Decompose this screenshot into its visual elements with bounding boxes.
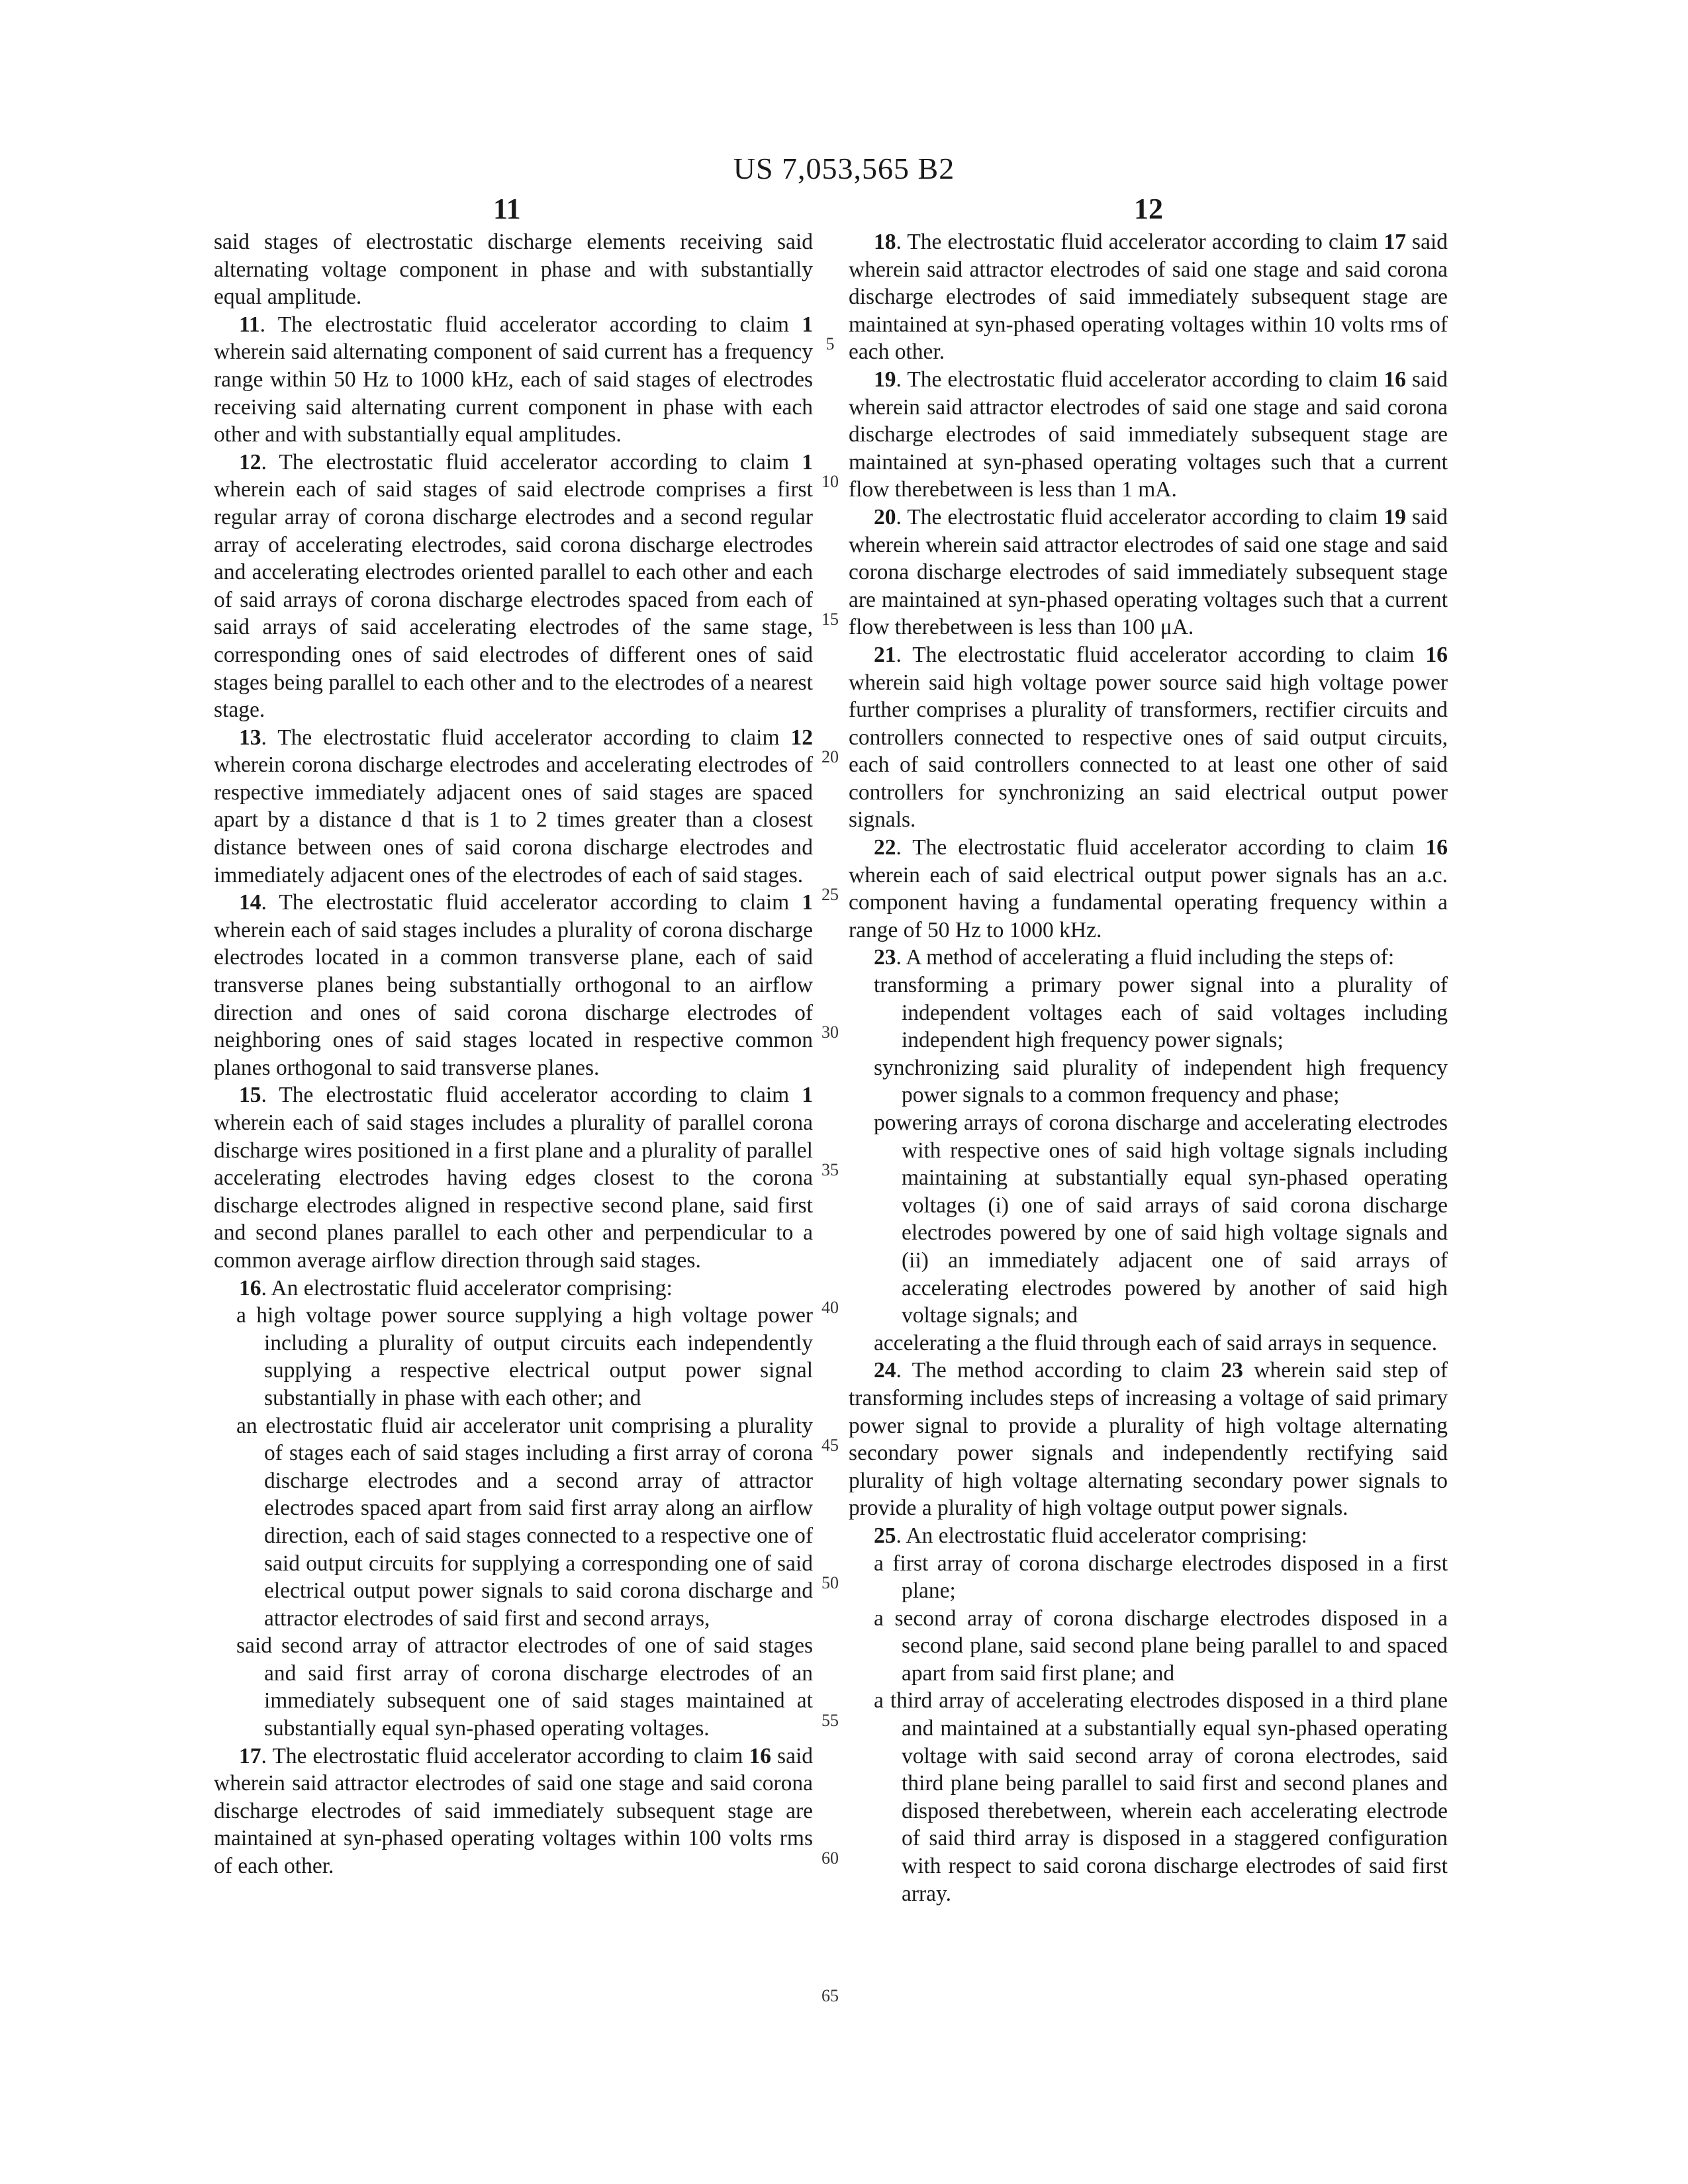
claim-number: 11 (239, 312, 260, 337)
claim-text: . An electrostatic fluid accelerator comprising: (261, 1275, 673, 1300)
claim-text: wherein corona discharge electrodes and accelerating electrodes of respective immediately adjacent ones of said stages are spaced apart by a distance d that is 1 to 2 times greater than a closest distance between ones of said corona discharge electrodes and immediately adjacent ones of the electrodes of each of said stages. (214, 752, 813, 887)
claim-text: . The electrostatic fluid accelerator according to claim (896, 642, 1426, 667)
claim-number: 23 (874, 945, 896, 970)
claim-reference: 16 (1425, 835, 1448, 860)
claim-23 (849, 944, 1448, 972)
claim-reference: 1 (802, 312, 813, 337)
claim-reference: 16 (1425, 642, 1448, 667)
claim-number: 17 (239, 1743, 261, 1768)
line-number: 30 (821, 1023, 839, 1042)
claim-reference: 1 (802, 890, 813, 915)
line-number: 15 (821, 610, 839, 629)
claim-text: . The electrostatic fluid accelerator according to claim (261, 1743, 749, 1768)
claim-10-continuation: said stages of electrostatic discharge elements receiving said alternating voltage component in phase and with substantially equal amplitude. (214, 230, 813, 310)
claim-reference: 17 (1383, 230, 1406, 254)
claim-23-step: powering arrays of corona discharge and accelerating electrodes with respective ones of said high voltage signals including maintaining at substantially equal syn-phased operating voltages (i) one of said arrays of said corona discharge electrodes powered by one of said high voltage signals and (ii) an immediately adjacent one of said arrays of accelerating electrodes powered by another of said high voltage signals; and (874, 1111, 1448, 1328)
claim-number: 22 (874, 835, 896, 860)
claim-number: 25 (874, 1523, 896, 1548)
claim-25-element: a second array of corona discharge electrodes disposed in a second plane, said second plane being parallel to and spaced apart from said first plane; and (874, 1606, 1448, 1686)
claim-reference: 1 (802, 1083, 813, 1108)
line-number: 60 (821, 1848, 839, 1868)
line-number: 10 (821, 472, 839, 491)
claim-reference: 16 (749, 1743, 771, 1768)
claim-25-element: a first array of corona discharge electrodes disposed in a first plane; (874, 1551, 1448, 1604)
claim-text: said wherein said attractor electrodes of said one stage and said corona discharge electrodes of said immediately subsequent stage are maintained at syn-phased operating voltages within 10 volts rms of each other. (849, 230, 1448, 365)
claim-23-step: transforming a primary power signal into a plurality of independent voltages each of said voltages including independent high frequency power signals; (874, 973, 1448, 1053)
claim-text: . The electrostatic fluid accelerator according to claim (261, 1083, 802, 1108)
claim-number: 15 (239, 1083, 261, 1108)
claim-text: . The electrostatic fluid accelerator according to claim (259, 312, 802, 337)
line-number: 50 (821, 1573, 839, 1592)
claim-number: 20 (874, 504, 896, 529)
line-number: 20 (821, 747, 839, 766)
claim-number: 13 (239, 725, 261, 750)
column-number-left: 11 (493, 193, 521, 225)
claim-text: . The electrostatic fluid accelerator according to claim (261, 890, 802, 915)
claim-text: . The electrostatic fluid accelerator according to claim (896, 835, 1426, 860)
line-number: 45 (821, 1435, 839, 1455)
claim-text: . The method according to claim (896, 1358, 1221, 1383)
claim-text: . The electrostatic fluid accelerator according to claim (896, 504, 1384, 529)
claim-18 (849, 228, 1448, 366)
line-number: 55 (821, 1711, 839, 1730)
claim-24 (849, 1357, 1448, 1522)
claim-number: 14 (239, 890, 261, 915)
right-column (849, 228, 1448, 1907)
claim-text: . A method of accelerating a fluid including the steps of: (896, 945, 1395, 970)
claim-25 (849, 1522, 1448, 1550)
claim-25-element: a third array of accelerating electrodes disposed in a third plane and maintained at a substantially equal syn-phased operating voltage with said second array of corona electrodes, said third plane being parallel to said first and second planes and disposed therebetween, wherein each accelerating electrode of said third array is disposed in a staggered configuration with respect to said corona discharge electrodes of said first array. (874, 1688, 1448, 1906)
claim-text: . The electrostatic fluid accelerator according to claim (896, 230, 1384, 254)
claim-text: wherein each of said stages of said electrode comprises a first regular array of corona discharge electrodes and a second regular array of accelerating electrodes, said corona discharge electrodes and accelerating electrodes oriented parallel to each other and each of said arrays of corona discharge electrodes spaced from each of said arrays of said accelerating electrodes of the same stage, corresponding ones of said electrodes of different ones of said stages being parallel to each other and to the electrodes of a nearest stage. (214, 477, 813, 723)
claim-text: . The electrostatic fluid accelerator according to claim (261, 449, 802, 475)
left-column (214, 228, 813, 1880)
claim-text: said wherein wherein said attractor electrodes of said one stage and said corona discharge electrodes of said immediately subsequent stage are maintained at syn-phased operating voltages such that a current flow therebetween is less than 100 μA. (849, 504, 1448, 640)
claim-16 (214, 1275, 813, 1302)
line-number: 5 (825, 334, 835, 353)
claim-reference: 12 (790, 725, 813, 750)
claim-text: wherein said high voltage power source said high voltage power further comprises a plurality of transformers, rectifier circuits and controllers connected to respective ones of said output circuits, each of said controllers connected to at least one other of said controllers for synchronizing an said electrical output power signals. (849, 670, 1448, 833)
claim-text: wherein each of said stages includes a plurality of parallel corona discharge wires positioned in a first plane and a plurality of parallel accelerating electrodes having edges closest to the corona discharge electrodes aligned in respective second plane, said first and second planes parallel to each other and perpendicular to a common average airflow direction through said stages. (214, 1111, 813, 1273)
claim-17 (214, 1743, 813, 1880)
claim-number: 12 (239, 449, 261, 475)
claim-text: said wherein said attractor electrodes of said one stage and said corona discharge electrodes of said immediately subsequent stage are maintained at syn-phased operating voltages within 100 volts rms of each other. (214, 1743, 814, 1879)
claim-text: . An electrostatic fluid accelerator comprising: (896, 1523, 1307, 1548)
claim-16-element: an electrostatic fluid air accelerator unit comprising a plurality of stages each of said stages including a first array of corona discharge electrodes and a second array of attractor electrodes spaced apart from said first array along an airflow direction, each of said stages connected to a respective one of said output circuits for supplying a corresponding one of said electrical output power signals to said corona discharge and attractor electrodes of said first and second arrays, (236, 1413, 813, 1631)
claim-number: 18 (874, 230, 896, 254)
claim-reference: 23 (1221, 1358, 1243, 1383)
claim-23-step: accelerating a the fluid through each of said arrays in sequence. (874, 1330, 1438, 1355)
claim-20 (849, 504, 1448, 641)
claim-reference: 1 (802, 449, 813, 475)
claim-number: 24 (874, 1358, 896, 1383)
claim-text: wherein each of said electrical output power signals has an a.c. component having a fundamental operating frequency within a range of 50 Hz to 1000 kHz. (849, 862, 1448, 942)
claim-12 (214, 449, 813, 724)
claim-13 (214, 724, 813, 889)
claim-number: 16 (239, 1275, 261, 1300)
claim-number: 19 (874, 367, 896, 392)
claim-text: wherein each of said stages includes a plurality of corona discharge electrodes located in a common transverse plane, each of said transverse planes being substantially orthogonal to an airflow direction and ones of said corona discharge electrodes of neighboring ones of said stages located in respective common planes orthogonal to said transverse planes. (214, 917, 813, 1080)
claim-text: wherein said step of transforming includes steps of increasing a voltage of said primary power signal to provide a plurality of high voltage alternating secondary power signals and independently rectifying said plurality of high voltage alternating secondary power signals to provide a plurality of high voltage output power signals. (849, 1358, 1448, 1521)
claim-reference: 19 (1383, 504, 1406, 529)
claim-21 (849, 641, 1448, 834)
claim-22 (849, 834, 1448, 944)
line-number: 25 (821, 885, 839, 904)
claim-11 (214, 311, 813, 449)
claim-19 (849, 366, 1448, 504)
claim-text: said wherein said attractor electrodes of said one stage and said corona discharge electrodes of said immediately subsequent stage are maintained at syn-phased operating voltages such that a current flow therebetween is less than 1 mA. (849, 367, 1448, 502)
column-number-right: 12 (1134, 193, 1163, 225)
claim-reference: 16 (1383, 367, 1406, 392)
claim-text: . The electrostatic fluid accelerator according to claim (896, 367, 1384, 392)
claim-text: wherein said alternating component of said current has a frequency range within 50 Hz to 1000 kHz, each of said stages of electrodes receiving said alternating current component in phase with each other and with substantially equal amplitudes. (214, 340, 813, 447)
claim-16-element: said second array of attractor electrodes of one of said stages and said first array of corona discharge electrodes of an immediately subsequent one of said stages maintained at substantially equal syn-phased operating voltages. (236, 1633, 813, 1741)
line-number: 40 (821, 1298, 839, 1317)
claim-16-element: a high voltage power source supplying a high voltage power including a plurality of output circuits each independently supplying a respective electrical output power signal substantially in phase with each other; and (236, 1303, 813, 1410)
claim-14 (214, 889, 813, 1081)
claim-23-step: synchronizing said plurality of independent high frequency power signals to a common frequency and phase; (874, 1055, 1448, 1108)
claim-15 (214, 1081, 813, 1274)
patent-number: US 7,053,565 B2 (733, 152, 955, 185)
line-number: 65 (821, 1986, 839, 2005)
line-number: 35 (821, 1160, 839, 1179)
claim-text: . The electrostatic fluid accelerator according to claim (261, 725, 791, 750)
claim-number: 21 (874, 642, 896, 667)
